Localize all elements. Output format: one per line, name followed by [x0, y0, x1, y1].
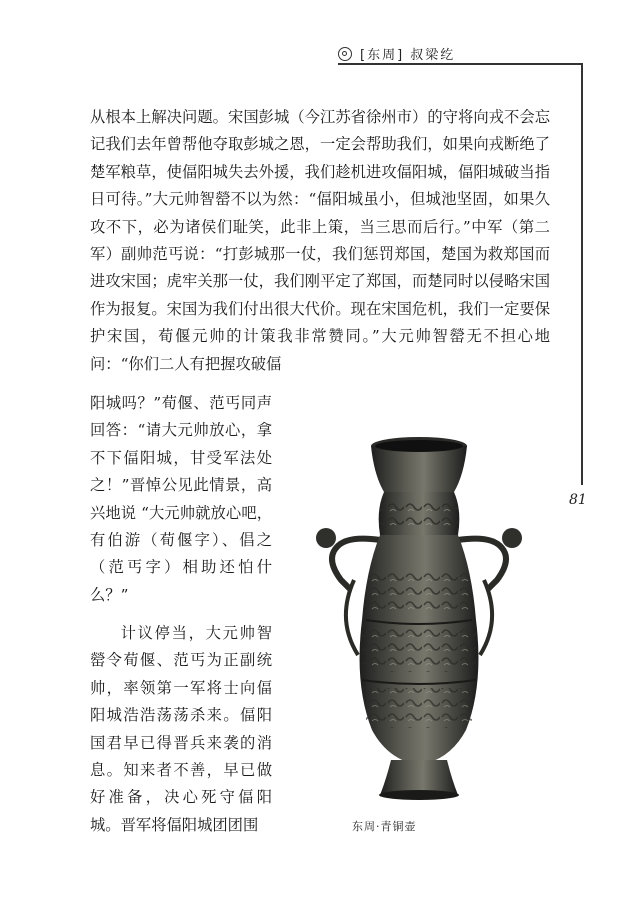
- page-number: 81: [569, 492, 587, 508]
- running-header-title: [东周] 叔梁纥: [360, 48, 456, 63]
- header-rule: [338, 63, 583, 65]
- figure-caption: 东周·青铜壶: [352, 820, 417, 833]
- double-circle-icon: [338, 47, 352, 61]
- margin-rule: [581, 63, 583, 485]
- paragraph-column-a: 阳城吗？”荀偃、范丐同声回答：“请大元帅放心，拿不下偪阳城，甘受军法处之！”晋悼公见此情景，高兴地说 “大元帅就放心吧，有伯游（荀偃字）、倡之（范丐字）相助还怕什么？”: [90, 394, 272, 604]
- bronze-vessel-photo: [296, 430, 536, 810]
- paragraph-main: 从根本上解决问题。宋国彭城（今江苏省徐州市）的守将向戎不会忘记我们去年曾帮他夺取彭城之恩，一定会帮助我们，如果向戎断绝了楚军粮草，使偪阳城失去外援，我们趁机进攻偪阳城，偪阳城破当指日可待。”大元帅智罃不以为然：“偪阳城虽小，但城池坚固，如果久攻不下，必为诸侯们耻笑，此非上策，当三思而后行。”中军（第二军）副帅范丐说：“打彭城那一仗，我们惩罚郑国，楚国为救郑国而进攻宋国；虎牢关那一仗，我们刚平定了郑国，而楚同时以侵略宋国作为报复。宋国为我们付出很大代价。现在宋国危机，我们一定要保护宋国，荀偃元帅的计策我非常赞同。”大元帅智罃无不担心地问：“你们二人有把握攻破偪: [90, 108, 551, 373]
- paragraph-column-b: 计议停当，大元帅智罃令荀偃、范丐为正副统帅，率领第一军将士向偪阳城浩浩荡荡杀来。偪阳国君早已得晋兵来袭的消息。知来者不善，早已做好准备，决心死守偪阳城。晋军将偪阳城团团围: [90, 624, 272, 834]
